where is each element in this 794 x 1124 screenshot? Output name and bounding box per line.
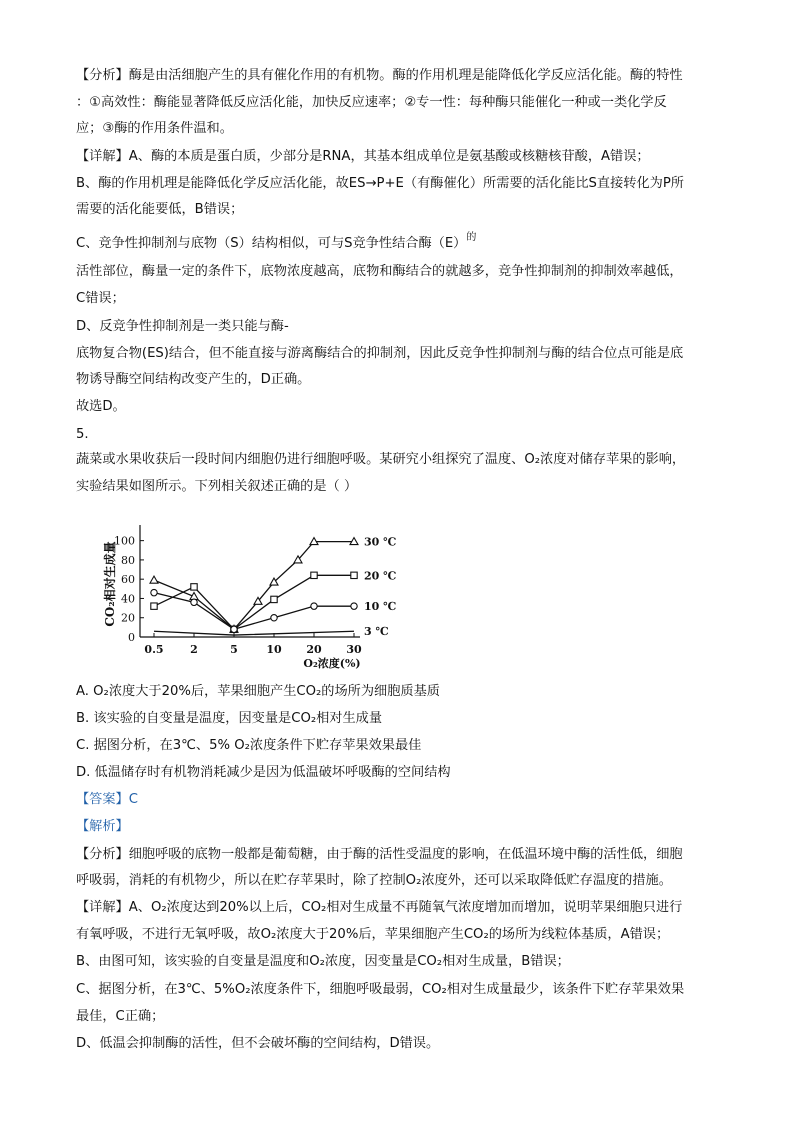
data-point-square	[191, 584, 197, 590]
explain-line-7: 最佳，C正确；	[76, 1009, 165, 1024]
y-tick-label: 60	[121, 573, 135, 587]
x-tick-label: 30	[346, 643, 362, 656]
question-stem-2: 实验结果如图所示。下列相关叙述正确的是（ ）	[76, 479, 358, 494]
data-point-circle	[311, 603, 317, 609]
series-line	[154, 575, 354, 629]
detail-line-2: B、酶的作用机理是能降低化学反应活化能，故ES→P+E（有酶催化）所需要的活化能比S直接转化为P所	[76, 176, 684, 191]
x-axis-label: O₂浓度(%)	[303, 657, 361, 670]
analysis-line-2: ：①高效性：酶能显著降低反应活化能，加快反应速率；②专一性：每种酶只能催化一种或一类化学反	[76, 95, 667, 110]
chart-plot	[150, 536, 396, 639]
explain-line-1: 【分析】细胞呼吸的底物一般都是葡萄糖，由于酶的活性受温度的影响，在低温环境中酶的活性低，细胞	[76, 847, 683, 862]
series-label: 10 ℃	[364, 600, 397, 614]
x-tick-label: 0.5	[144, 643, 164, 656]
detail-line-6: C错误；	[76, 291, 125, 306]
y-tick-label: 100	[114, 534, 135, 548]
question-number: 5.	[76, 427, 89, 442]
series-label: 3 ℃	[364, 625, 389, 639]
data-point-circle	[351, 603, 357, 609]
explain-line-3: 【详解】A、O₂浓度达到20%以上后，CO₂相对生成量不再随氧气浓度增加而增加，说明苹果细胞只进行	[76, 900, 683, 915]
series-line	[154, 593, 354, 630]
data-point-circle	[191, 599, 197, 605]
data-point-square	[351, 572, 357, 578]
detail-line-5: 活性部位，酶量一定的条件下，底物浓度越高，底物和酶结合的就越多，竞争性抑制剂的抑制效率越低，	[76, 264, 683, 279]
explain-line-2: 呼吸弱，消耗的有机物少，所以在贮存苹果时，除了控制O₂浓度外，还可以采取降低贮存温度的措施。	[76, 873, 672, 888]
detail-line-4	[76, 232, 477, 253]
analysis-line-1: 【分析】酶是由活细胞产生的具有催化作用的有机物。酶的作用机理是能降低化学反应活化能。酶的特性	[76, 68, 683, 83]
data-point-square	[311, 572, 317, 578]
data-point-square	[271, 596, 277, 602]
detail-line-7: D、反竞争性抑制剂是一类只能与酶-	[76, 319, 289, 334]
detail-line-8: 底物复合物(ES)结合，但不能直接与游离酶结合的抑制剂，因此反竞争性抑制剂与酶的结合位点可能是底	[76, 346, 684, 361]
explain-line-4: 有氧呼吸，不进行无氧呼吸，故O₂浓度大于20%后，苹果细胞产生CO₂的场所为线粒体基质，A错误；	[76, 927, 670, 942]
x-tick-label: 2	[190, 643, 198, 656]
data-point-square	[151, 603, 157, 609]
co2-chart	[100, 512, 397, 674]
detail-line-9: 物诱导酶空间结构改变产生的，D正确。	[76, 372, 311, 387]
option-c: C. 据图分析，在3℃、5% O₂浓度条件下贮存苹果效果最佳	[76, 738, 422, 753]
y-tick-label: 20	[121, 611, 135, 625]
series-label: 20 ℃	[364, 569, 397, 583]
y-tick-label: 40	[121, 592, 135, 606]
detail-line-3: 需要的活化能要低，B错误；	[76, 202, 244, 217]
data-point-circle	[151, 589, 157, 595]
y-axis-label: CO₂相对生成量	[103, 541, 117, 627]
series-line	[154, 631, 354, 635]
data-point-circle	[231, 626, 237, 632]
y-tick-label: 0	[128, 631, 135, 644]
detail-line-4-text: C、竞争性抑制剂与底物（S）结构相似，可与S竞争性结合酶（E）	[76, 236, 467, 251]
option-b: B. 该实验的自变量是温度，因变量是CO₂相对生成量	[76, 711, 383, 726]
explain-line-5: B、由图可知，该实验的自变量是温度和O₂浓度，因变量是CO₂相对生成量，B错误；	[76, 954, 570, 969]
option-d: D. 低温储存时有机物消耗减少是因为低温破坏呼吸酶的空间结构	[76, 765, 451, 780]
data-point-circle	[271, 615, 277, 621]
chart-axes	[102, 525, 362, 670]
series-label: 30 ℃	[364, 535, 397, 549]
explain-line-8: D、低温会抑制酶的活性，但不会破坏酶的空间结构，D错误。	[76, 1036, 440, 1051]
option-a: A. O₂浓度大于20%后，苹果细胞产生CO₂的场所为细胞质基质	[76, 684, 440, 699]
x-tick-label: 20	[306, 643, 322, 656]
question-stem-1: 蔬菜或水果收获后一段时间内细胞仍进行细胞呼吸。某研究小组探究了温度、O₂浓度对储存苹果的影响，	[76, 452, 686, 467]
data-point-triangle	[150, 576, 158, 583]
explain-line-6: C、据图分析，在3℃、5%O₂浓度条件下，细胞呼吸最弱，CO₂相对生成量最少，该条件下贮存苹果效果	[76, 982, 685, 997]
choose-line: 故选D。	[76, 399, 126, 414]
jiexi-label: 【解析】	[76, 819, 129, 834]
analysis-line-3: 应；③酶的作用条件温和。	[76, 121, 233, 136]
superscript-de: 的	[466, 232, 477, 243]
detail-line-1: 【详解】A、酶的本质是蛋白质，少部分是RNA，其基本组成单位是氨基酸或核糖核苷酸，A错误；	[76, 149, 650, 164]
x-tick-label: 10	[266, 643, 282, 656]
answer-label: 【答案】C	[76, 792, 138, 807]
y-tick-label: 80	[121, 553, 135, 567]
x-tick-label: 5	[230, 643, 238, 656]
series-line	[154, 542, 354, 630]
